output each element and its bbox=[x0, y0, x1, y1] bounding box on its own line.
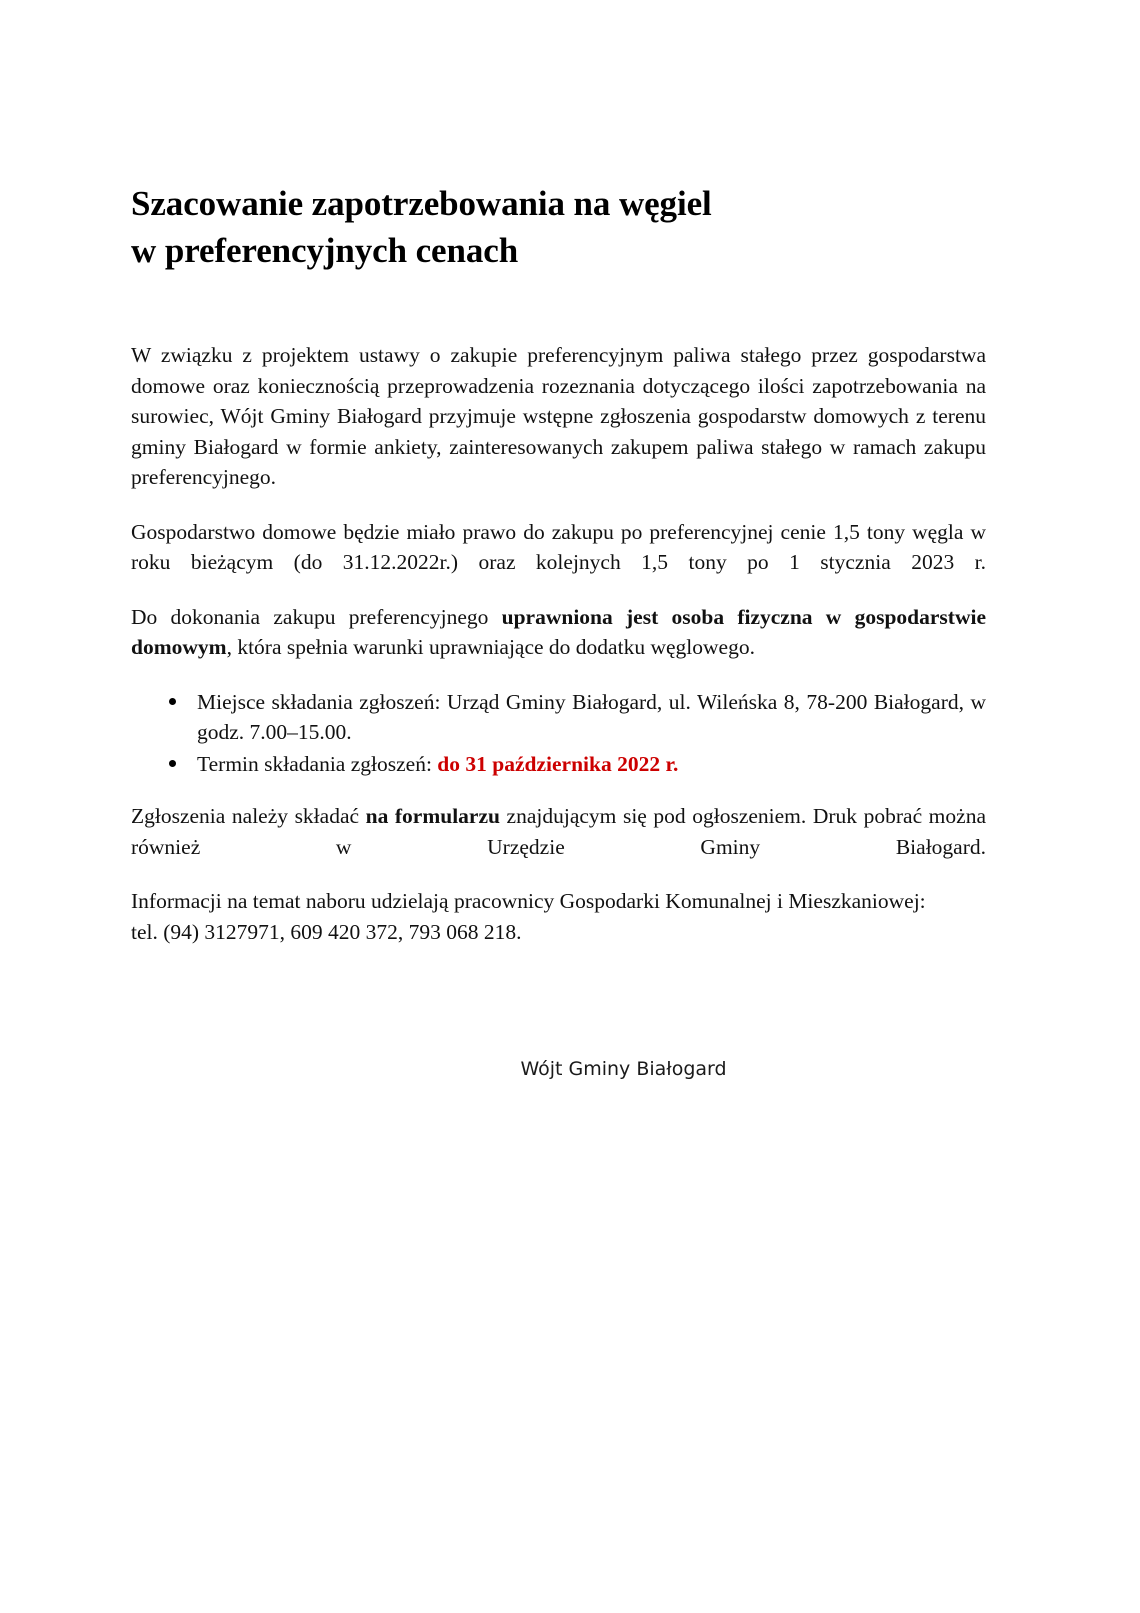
document-content bbox=[131, 0, 986, 947]
form-emphasis-text: na formularzu bbox=[365, 804, 500, 829]
form-lead-text: Zgłoszenia należy składać bbox=[131, 804, 366, 829]
paragraph-purchase-quota: Gospodarstwo domowe będzie miało prawo do zakupu po preferencyjnej cenie 1,5 tony węgla w roku bieżącym (do 31.12.2022r.) oraz kolejnych 1,5 tony po 1 stycznia 2023 r. bbox=[131, 519, 986, 575]
eligibility-emphasis-text: uprawniona jest osoba fizyczna w gospodarstwie domowym bbox=[131, 604, 986, 660]
page-title bbox=[131, 0, 986, 274]
submission-place-text: Miejsce składania zgłoszeń: Urząd Gminy Białogard, ul. Wileńska 8, 78-200 Białogard, w godz. 7.00–15.00. bbox=[197, 689, 986, 745]
signature-text: Wójt Gminy Białogard bbox=[520, 1058, 727, 1080]
eligibility-lead-text: Do dokonania zakupu preferencyjnego bbox=[131, 604, 502, 629]
submission-deadline-lead-text: Termin składania zgłoszeń: bbox=[197, 751, 438, 776]
contact-line-1: Informacji na temat naboru udzielają pracownicy Gospodarki Komunalnej i Mieszkaniowej: bbox=[131, 889, 926, 914]
submission-deadline-date: do 31 października 2022 r. bbox=[437, 751, 679, 776]
signature-block bbox=[131, 1057, 986, 1082]
paragraph-eligibility bbox=[131, 602, 986, 663]
document-body bbox=[131, 340, 986, 947]
submission-details-list bbox=[131, 687, 986, 780]
list-item-submission-deadline bbox=[197, 749, 986, 780]
form-tail-text: znajdującym się pod ogłoszeniem. Druk pobrać można również w Urzędzie Gminy Białogard. bbox=[131, 804, 986, 859]
page-title-line-1: Szacowanie zapotrzebowania na węgiel bbox=[131, 184, 712, 223]
page-title-line-2: w preferencyjnych cenach bbox=[131, 230, 519, 270]
list-item-submission-place bbox=[197, 687, 986, 748]
eligibility-tail-text: , która spełnia warunki uprawniające do dodatku węglowego. bbox=[226, 635, 755, 660]
paragraph-form-instructions bbox=[131, 801, 986, 862]
contact-line-2: tel. (94) 3127971, 609 420 372, 793 068 218. bbox=[131, 919, 522, 944]
paragraph-contact bbox=[131, 886, 986, 947]
paragraph-intro: W związku z projektem ustawy o zakupie preferencyjnym paliwa stałego przez gospodarstwa domowe oraz koniecznością przeprowadzenia rozeznania dotyczącego ilości zapotrzebowania na surowiec, Wójt Gminy Białogard przyjmuje wstępne zgłoszenia gospodarstw domowych z terenu gminy Białogard w formie ankiety, zainteresowanych zakupem paliwa stałego w ramach zakupu preferencyjnego. bbox=[131, 343, 986, 490]
